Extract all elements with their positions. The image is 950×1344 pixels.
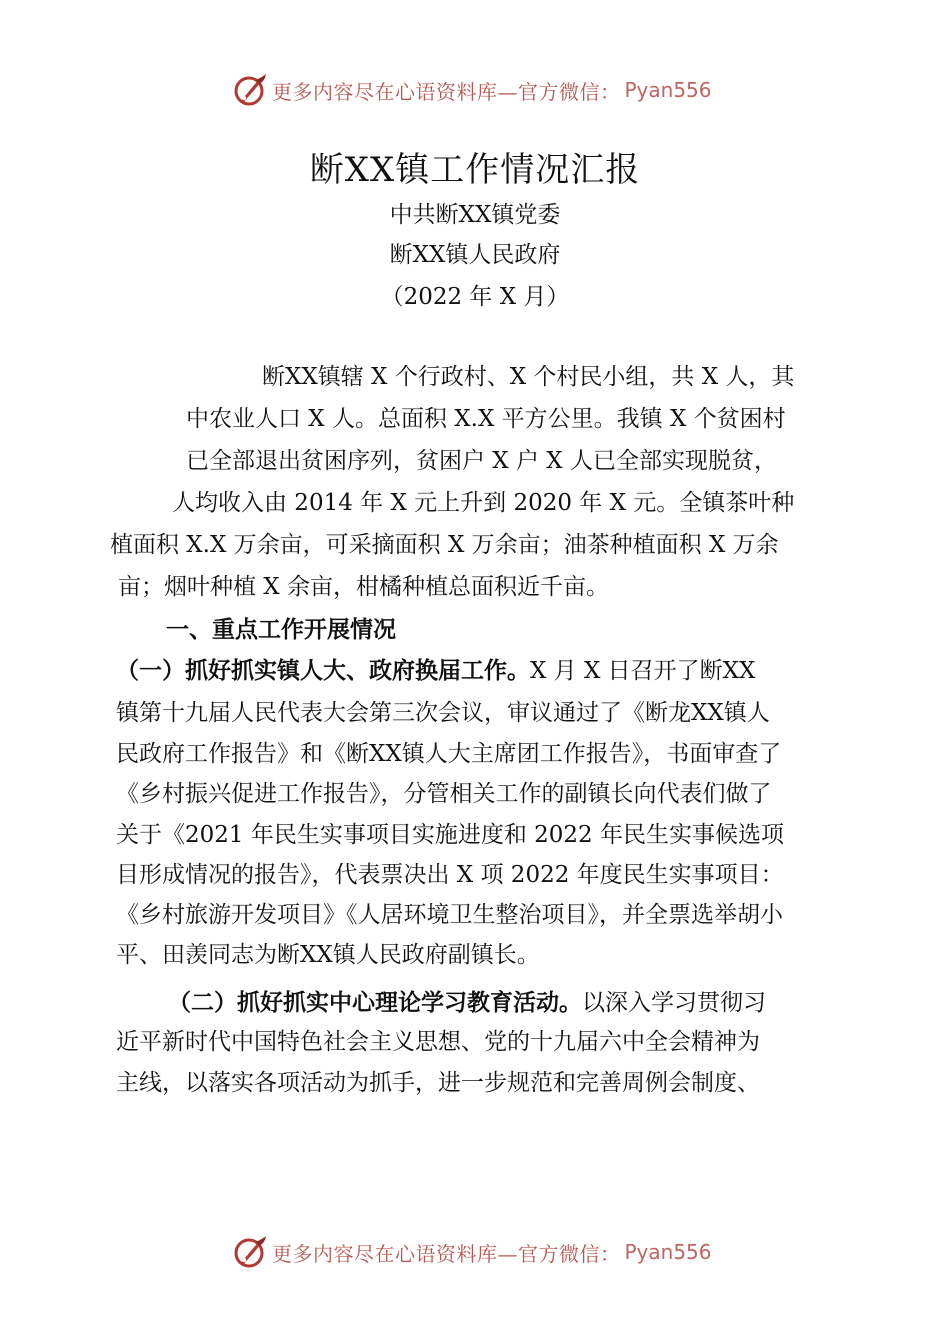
item2-first-line-rest: 以深入学习贯彻习 xyxy=(582,990,766,1016)
quill-logo-icon xyxy=(232,1234,268,1270)
item1-line: 平、田羡同志为断XX镇人民政府副镇长。 xyxy=(116,942,540,968)
watermark-text: 更多内容尽在心语资料库—官方微信： xyxy=(272,79,621,104)
intro-line: 亩；烟叶种植 X 余亩，柑橘种植总面积近千亩。 xyxy=(118,574,609,600)
item1-line: 民政府工作报告》和《断XX镇人大主席团工作报告》，书面审查了 xyxy=(116,741,782,767)
item1-line: 关于《2021 年民生实事项目实施进度和 2022 年民生实事候选项 xyxy=(116,822,784,848)
watermark-banner-top xyxy=(232,70,732,110)
intro-line: 中农业人口 X 人。总面积 X.X 平方公里。我镇 X 个贫困村 xyxy=(186,406,786,432)
watermark-banner-bottom xyxy=(232,1232,732,1272)
item1-first-line xyxy=(116,656,755,686)
watermark-handle: Pyan556 xyxy=(624,1240,712,1264)
item2-heading: （二）抓好抓实中心理论学习教育活动。 xyxy=(168,990,582,1016)
item1-line: 《乡村振兴促进工作报告》，分管相关工作的副镇长向代表们做了 xyxy=(116,781,772,807)
issuer-party: 中共断XX镇党委 xyxy=(389,202,561,228)
item2-line: 近平新时代中国特色社会主义思想、党的十九届六中全会精神为 xyxy=(116,1029,760,1055)
item1-line: 《乡村旅游开发项目》《人居环境卫生整治项目》，并全票选举胡小 xyxy=(116,902,783,928)
item2-line: 主线，以落实各项活动为抓手，进一步规范和完善周例会制度、 xyxy=(116,1070,760,1096)
intro-line: 人均收入由 2014 年 X 元上升到 2020 年 X 元。全镇茶叶种 xyxy=(172,490,795,516)
section-heading: 一、重点工作开展情况 xyxy=(166,617,396,643)
item1-line: 镇第十九届人民代表大会第三次会议，审议通过了《断龙XX镇人 xyxy=(116,700,770,726)
intro-line: 已全部退出贫困序列，贫困户 X 户 X 人已全部实现脱贫， xyxy=(186,448,777,474)
item1-line: 目形成情况的报告》，代表票决出 X 项 2022 年度民生实事项目： xyxy=(116,862,784,888)
item1-first-line-rest: X 月 X 日召开了断XX xyxy=(530,658,756,684)
document-date: （2022 年 X 月） xyxy=(380,284,570,310)
watermark-text: 更多内容尽在心语资料库—官方微信： xyxy=(272,1241,621,1266)
quill-logo-icon xyxy=(232,72,268,108)
intro-line: 断XX镇辖 X 个行政村、X 个村民小组，共 X 人，其 xyxy=(262,364,795,390)
intro-line: 植面积 X.X 万余亩，可采摘面积 X 万余亩；油茶种植面积 X 万余 xyxy=(110,532,779,558)
item1-heading: （一）抓好抓实镇人大、政府换届工作。 xyxy=(116,658,530,684)
item2-first-line xyxy=(168,988,766,1018)
issuer-government: 断XX镇人民政府 xyxy=(389,242,561,268)
document-title: 断XX镇工作情况汇报 xyxy=(309,150,641,190)
watermark-handle: Pyan556 xyxy=(624,78,712,102)
